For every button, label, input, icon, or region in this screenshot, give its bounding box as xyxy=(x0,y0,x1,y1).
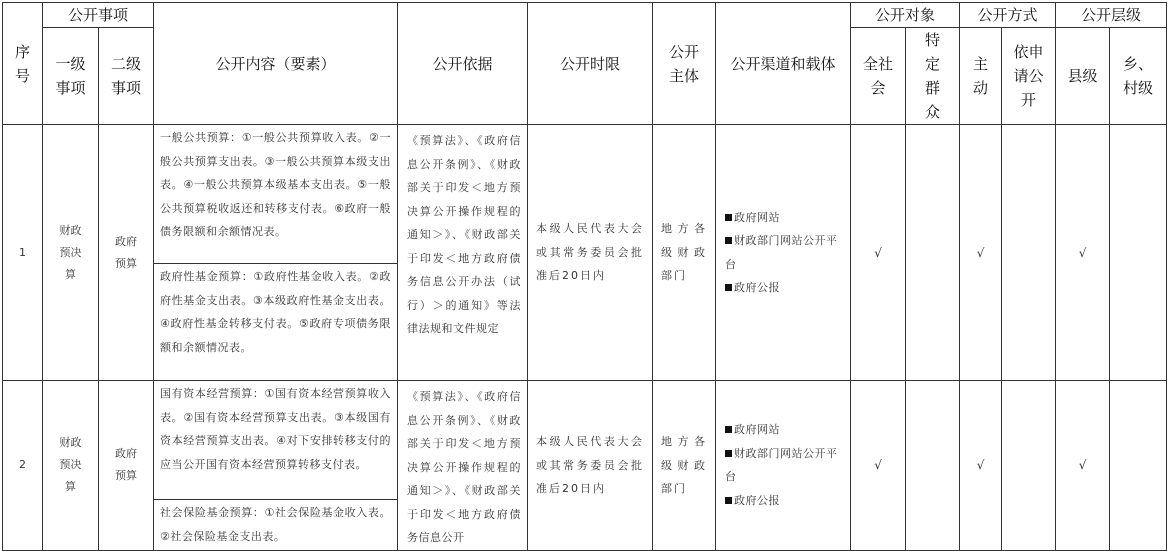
table-row xyxy=(3,381,1167,500)
header-level-group: 公开层级 xyxy=(1056,3,1167,28)
header-mode-active: 主动 xyxy=(960,28,1002,125)
row-level1: 财政预决算 xyxy=(43,381,99,551)
row-level1: 财政预决算 xyxy=(43,125,99,381)
row-content-general-budget: 一般公共预算：①一般公共预算收入表。②一般公共预算支出表。③一般公共预算本级支出表。④一般公共预算本级基本支出表。⑤一般公共预算税收返还和转移支付表。⑥政府一般债务限额和余额情况表。 xyxy=(154,125,398,264)
channel-item: 财政部门网站公开平台 xyxy=(725,446,838,484)
channel-item: 政府网站 xyxy=(725,418,844,442)
header-target-specific: 特定群众 xyxy=(906,28,960,125)
header-time-limit: 公开时限 xyxy=(528,3,653,125)
header-seq: 序号 xyxy=(3,3,43,125)
square-bullet-icon xyxy=(725,450,732,457)
row-channels xyxy=(716,381,851,551)
row-content-social-insurance-budget: 社会保险基金预算：①社会保险基金收入表。②社会保险基金支出表。 xyxy=(154,500,398,550)
header-subject: 公开主体 xyxy=(653,3,716,125)
header-basis: 公开依据 xyxy=(398,3,528,125)
header-mode-request: 依申请公开 xyxy=(1002,28,1056,125)
row-content-state-capital-budget: 国有资本经营预算：①国有资本经营预算收入表。②国有资本经营预算支出表。③本级国有资本经营预算支出表。④对下安排转移支付的应当公开国有资本经营预算转移支付表。 xyxy=(154,381,398,500)
header-row-1 xyxy=(3,3,1167,28)
header-item-group: 公开事项 xyxy=(43,3,154,28)
channel-item: 政府网站 xyxy=(725,206,844,230)
disclosure-table xyxy=(2,2,1167,551)
header-target-group: 公开对象 xyxy=(851,3,960,28)
header-content: 公开内容（要素） xyxy=(154,3,398,125)
row-subject: 地方各级财政部门 xyxy=(653,381,716,551)
channel-item: 政府公报 xyxy=(725,489,844,513)
row-channels xyxy=(716,125,851,381)
row-subject: 地方各级财政部门 xyxy=(653,125,716,381)
empty-cell xyxy=(1002,381,1056,551)
check-mark-icon: √ xyxy=(960,381,1002,551)
header-level-county: 县级 xyxy=(1056,28,1110,125)
square-bullet-icon xyxy=(725,284,732,291)
header-channel: 公开渠道和载体 xyxy=(716,3,851,125)
row-basis: 《预算法》、《政府信息公开条例》、《财政部关于印发＜地方预决算公开操作规程的通知＞》、《财政部关于印发＜地方政府债务信息公开办法（试行）＞的通知》等法律法规和文件规定 xyxy=(398,125,528,381)
check-mark-icon: √ xyxy=(851,125,906,381)
square-bullet-icon xyxy=(725,497,732,504)
square-bullet-icon xyxy=(725,426,732,433)
row-content-fund-budget: 政府性基金预算：①政府性基金收入表。②政府性基金支出表。③本级政府性基金支出表。④政府性基金转移支付表。⑤政府专项债务限额和余额情况表。 xyxy=(154,264,398,381)
header-mode-group: 公开方式 xyxy=(960,3,1056,28)
check-mark-icon: √ xyxy=(960,125,1002,381)
row-level2: 政府预算 xyxy=(99,381,154,551)
row-time-limit: 本级人民代表大会或其常务委员会批准后20日内 xyxy=(528,125,653,381)
header-level1: 一级事项 xyxy=(43,28,99,125)
row-time-limit: 本级人民代表大会或其常务委员会批准后20日内 xyxy=(528,381,653,551)
table-row xyxy=(3,125,1167,264)
empty-cell xyxy=(1110,125,1167,381)
header-target-all: 全社会 xyxy=(851,28,906,125)
channel-item: 财政部门网站公开平台 xyxy=(725,234,838,271)
row-level2: 政府预算 xyxy=(99,125,154,381)
header-level-town: 乡、村级 xyxy=(1110,28,1167,125)
header-level2: 二级事项 xyxy=(99,28,154,125)
square-bullet-icon xyxy=(725,214,732,221)
empty-cell xyxy=(1002,125,1056,381)
row-basis: 《预算法》、《政府信息公开条例》、《财政部关于印发＜地方预决算公开操作规程的通知＞》、《财政部关于印发＜地方政府债务信息公开 xyxy=(398,381,528,551)
row-seq: 1 xyxy=(3,125,43,381)
square-bullet-icon xyxy=(725,237,732,244)
channel-item: 政府公报 xyxy=(725,276,844,300)
empty-cell xyxy=(906,125,960,381)
empty-cell xyxy=(906,381,960,551)
check-mark-icon: √ xyxy=(1056,381,1110,551)
check-mark-icon: √ xyxy=(1056,125,1110,381)
empty-cell xyxy=(1110,381,1167,551)
row-seq: 2 xyxy=(3,381,43,551)
check-mark-icon: √ xyxy=(851,381,906,551)
